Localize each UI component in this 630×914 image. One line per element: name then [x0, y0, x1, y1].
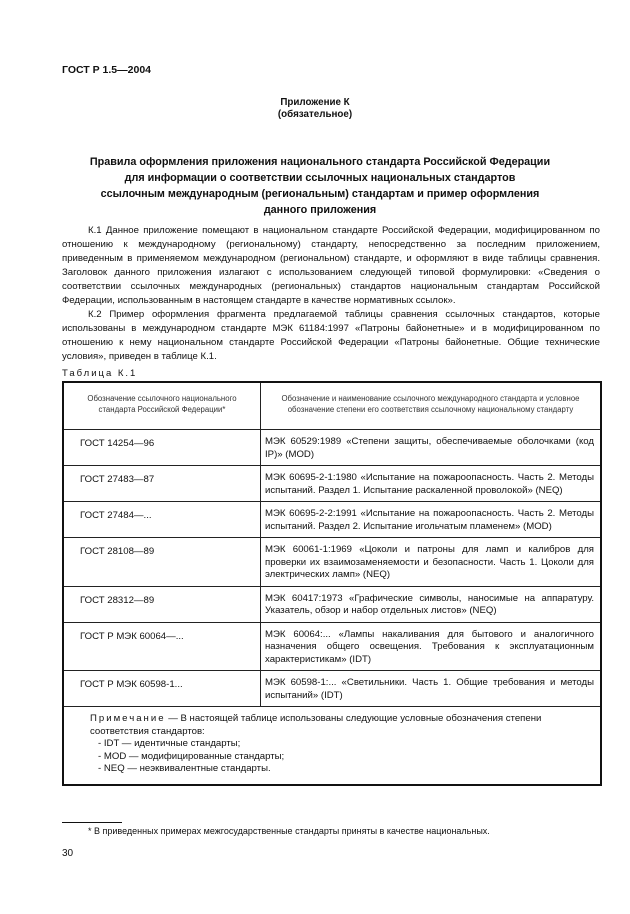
note-item: - IDT — идентичные стандарты;	[98, 738, 241, 749]
table-row	[63, 671, 601, 707]
title-line: для информации о соответствии ссылочных национальных стандартов	[124, 172, 516, 184]
note-label: Примечание	[90, 713, 166, 724]
table-note-row	[63, 707, 601, 785]
national-standard-cell: ГОСТ 27484—...	[63, 502, 261, 538]
international-standard-cell: МЭК 60695-2-1:1980 «Испытание на пожароопасность. Часть 2. Методы испытаний. Раздел 1. Испытание раскаленной проволокой» (NEQ)	[261, 466, 602, 502]
column-header: Обозначение и наименование ссылочного международного стандарта и условное обозначение степени его соответствия ссылочному национальному стандарту	[261, 382, 602, 430]
table-row	[63, 502, 601, 538]
column-header: Обозначение ссылочного национального стандарта Российской Федерации*	[63, 382, 261, 430]
national-standard-cell: ГОСТ Р МЭК 60064—...	[63, 622, 261, 671]
table-row	[63, 466, 601, 502]
note-item: - MOD — модифицированные стандарты;	[98, 750, 285, 762]
page-number: 30	[62, 848, 74, 859]
table-row	[63, 538, 601, 587]
paragraph-k1: К.1 Данное приложение помещают в национальном стандарте Российской Федерации, модифицированном по отношению к международному (региональному) стандарту, непосредственно за последним приложением, приведенным в применяемом международном (региональном) стандарте, и оформляют в виде таблицы сравнения. Заголовок данного приложения излагают с использованием следующей типовой формулировки: «Сведения о соответствии ссылочных международных (региональных) стандартов национальным стандартам Российской Федерации, использованным в настоящем стандарте в качестве нормативных ссылок».	[62, 225, 600, 306]
title-line: Правила оформления приложения национального стандарта Российской Федерации	[89, 156, 551, 168]
note-text: — В настоящей таблице использованы следующие условные обозначения степени соответствия стандартов:	[90, 713, 542, 737]
document-header: ГОСТ Р 1.5—2004	[62, 64, 152, 76]
note-item: - NEQ — неэквивалентные стандарты.	[98, 763, 271, 774]
table-header-row	[63, 382, 601, 430]
table-caption: Таблица К.1	[62, 368, 138, 379]
international-standard-cell: МЭК 60061-1:1969 «Цоколи и патроны для ламп и калибров для проверки их взаимозаменяемости и безопасности. Часть 1. Цоколи для электрических ламп» (NEQ)	[261, 538, 602, 587]
international-standard-cell: МЭК 60598-1:... «Светильники. Часть 1. Общие требования и методы испытаний» (IDT)	[261, 671, 602, 707]
international-standard-cell: МЭК 60695-2-2:1991 «Испытание на пожароопасность. Часть 2. Методы испытаний. Раздел 2. Испытание игольчатым пламенем» (MOD)	[261, 502, 602, 538]
national-standard-cell: ГОСТ 28312—89	[63, 586, 261, 622]
national-standard-cell: ГОСТ 27483—87	[63, 466, 261, 502]
table-row	[63, 622, 601, 671]
appendix-heading	[0, 97, 630, 121]
international-standard-cell: МЭК 60064:... «Лампы накаливания для бытового и аналогичного назначения общего освещения. Требования к эксплуатационным характеристикам» (IDT)	[261, 622, 602, 671]
appendix-name: Приложение К	[280, 97, 350, 108]
table-note	[63, 707, 601, 785]
title-line: ссылочным международным (региональным) стандартам и пример оформления	[100, 188, 540, 200]
table-row	[63, 430, 601, 466]
national-standard-cell: ГОСТ Р МЭК 60598-1...	[63, 671, 261, 707]
comparison-table	[62, 381, 602, 786]
national-standard-cell: ГОСТ 28108—89	[63, 538, 261, 587]
paragraph-k2: К.2 Пример оформления фрагмента предлагаемой таблицы сравнения ссылочных стандартов, которые использованы в международном стандарте МЭК 61184:1997 «Патроны байонетные» и в модифицированном по отношению к нему национальном стандарте Российской Федерации «Патроны байонетные. Общие технические условия», приведен в таблице К.1.	[62, 309, 600, 362]
body-text	[62, 224, 600, 364]
international-standard-cell: МЭК 60417:1973 «Графические символы, наносимые на аппаратуру. Указатель, обзор и набор отдельных листов» (NEQ)	[261, 586, 602, 622]
footnote: * В приведенных примерах межгосударственные стандарты приняты в качестве национальных.	[88, 826, 490, 836]
title-line: данного приложения	[263, 204, 377, 216]
appendix-title	[70, 154, 570, 218]
national-standard-cell: ГОСТ 14254—96	[63, 430, 261, 466]
appendix-status: (обязательное)	[277, 109, 353, 120]
table-row	[63, 586, 601, 622]
footnote-divider	[62, 822, 122, 823]
international-standard-cell: МЭК 60529:1989 «Степени защиты, обеспечиваемые оболочками (код IP)» (MOD)	[261, 430, 602, 466]
